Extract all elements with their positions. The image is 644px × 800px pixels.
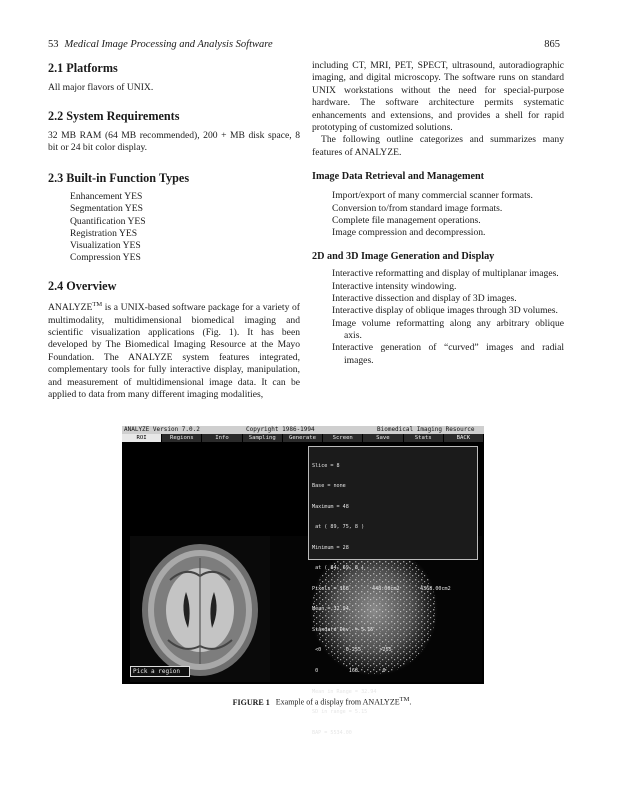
- menu-item-stats[interactable]: Stats: [404, 434, 444, 442]
- figure-caption: FIGURE 1 Example of a display from ANALYZE™.: [232, 696, 412, 707]
- stats-line: Base = none: [312, 483, 346, 490]
- menu-item-generate[interactable]: Generate: [283, 434, 323, 442]
- list-item: Image volume reformatting along any arbitrary oblique axis.: [332, 317, 564, 341]
- section-requirements: [48, 108, 300, 155]
- titlebar-app-version: ANALYZE Version 7.0.2: [124, 426, 200, 433]
- section-platforms: [48, 60, 300, 94]
- stats-area-2: 4368.00cm2: [420, 585, 451, 592]
- requirements-heading: 2.2 System Requirements: [48, 109, 180, 123]
- header-chapter: Medical Image Processing and Analysis Software: [64, 39, 273, 50]
- function-types-list: [70, 191, 300, 265]
- right-column: [312, 60, 564, 367]
- list-item: Conversion to/from standard image formats.: [332, 202, 503, 214]
- platforms-heading: 2.1 Platforms: [48, 61, 118, 75]
- figure-menu-bar: [122, 434, 484, 442]
- platforms-text: All major flavors of UNIX.: [48, 82, 154, 93]
- overview-text: [48, 299, 300, 401]
- generation-list: [332, 268, 564, 366]
- header-left: [48, 39, 273, 50]
- retrieval-list: [332, 190, 564, 239]
- stats-line: <0 0-255 >255: [312, 647, 392, 654]
- stats-line: at ( 89, 75, 8 ): [312, 524, 365, 531]
- list-item: Segmentation YES: [70, 203, 143, 215]
- figure-titlebar: [122, 426, 484, 434]
- stats-area-1: 448.00cm2: [372, 585, 400, 592]
- overview-name: ANALYZE: [48, 302, 93, 314]
- mri-brain-graphic: [130, 536, 270, 682]
- overview-heading: 2.4 Overview: [48, 279, 117, 293]
- paragraph: The following outline categorizes and summarizes many features of ANALYZE.: [312, 134, 564, 158]
- paragraph: including CT, MRI, PET, SPECT, ultrasound, autoradiographic imaging, and digital microscopy. The software runs on standard UNIX workstations without the need for special-purpose hardware. The software architecture permits systematic enhancements and extensions, and provides a shell for rapid prototyping of customized solutions.: [312, 60, 564, 134]
- menu-item-sampling[interactable]: Sampling: [243, 434, 283, 442]
- menu-item-screen[interactable]: Screen: [323, 434, 363, 442]
- stats-line: at ( 84, 69, 8 ): [312, 565, 365, 572]
- list-item: Image compression and decompression.: [332, 227, 486, 239]
- menu-item-roi[interactable]: ROI: [122, 434, 162, 442]
- overview-body: is a UNIX-based software package for a variety of multimodality, multidimensional biomedical imaging and scientific visualization applications (Fig. 1). It has been developed by The Biomedical Imaging Resource at the Mayo Foundation. The ANALYZE system features integrated, complementary tools for fully interactive display, manipulation, and measurement of multidimensional image data. It can be applied to data from many different imaging modalities,: [48, 302, 300, 401]
- list-item: Complete file management operations.: [332, 214, 481, 226]
- titlebar-copyright: Copyright 1986-1994: [246, 426, 315, 433]
- stats-line: Mean in Range = 32.94: [312, 688, 377, 695]
- menu-item-regions[interactable]: Regions: [162, 434, 202, 442]
- list-item: Interactive display of oblique images through 3D volumes.: [332, 305, 558, 317]
- function-types-heading: 2.3 Built-in Function Types: [48, 171, 190, 185]
- list-item: Import/export of many commercial scanner formats.: [332, 190, 533, 202]
- menu-item-save[interactable]: Save: [363, 434, 403, 442]
- section-overview: [48, 278, 300, 401]
- requirements-text: 32 MB RAM (64 MB recommended), 200 + MB disk space, 8 bit or 24 bit color display.: [48, 130, 300, 154]
- list-item: Interactive reformatting and display of multiplanar images.: [332, 268, 559, 280]
- stats-line: BAP = 5534.00: [312, 729, 352, 736]
- stats-line: Standard Dev. = 5.15: [312, 626, 374, 633]
- list-item: Interactive intensity windowing.: [332, 280, 457, 292]
- caption-trademark: TM: [399, 696, 410, 703]
- list-item: Quantification YES: [70, 215, 146, 227]
- retrieval-heading: Image Data Retrieval and Management: [312, 171, 485, 183]
- stats-line: Minimum = 28: [312, 544, 349, 551]
- page-header: [48, 39, 560, 53]
- list-item: Interactive dissection and display of 3D images.: [332, 293, 517, 305]
- list-item: Registration YES: [70, 227, 138, 239]
- menu-item-info[interactable]: Info: [202, 434, 242, 442]
- generation-heading: 2D and 3D Image Generation and Display: [312, 251, 495, 263]
- stats-line: SD in range = 5.15: [312, 709, 368, 716]
- caption-text: Example of a display from ANALYZE: [275, 697, 400, 707]
- header-page-number: 865: [544, 39, 560, 50]
- section-function-types: [48, 170, 300, 265]
- stats-line: 0 168 0: [312, 668, 386, 674]
- list-item: Visualization YES: [70, 240, 141, 252]
- header-page-prefix: 53: [48, 39, 59, 50]
- mri-brain-image[interactable]: [130, 536, 270, 682]
- list-item: Compression YES: [70, 252, 141, 264]
- trademark: TM: [92, 301, 103, 308]
- stats-line: Mean = 32.94: [312, 606, 349, 613]
- menu-item-back[interactable]: BACK: [444, 434, 484, 442]
- titlebar-organization: Biomedical Imaging Resource: [377, 426, 475, 433]
- list-item: Interactive generation of “curved” images and radial images.: [332, 342, 564, 366]
- list-item: Enhancement YES: [70, 191, 143, 202]
- stats-pixels: Pixels = 168: [312, 585, 349, 592]
- stats-line: Slice = 8: [312, 462, 340, 469]
- stats-line: Maximum = 48: [312, 503, 349, 510]
- pick-region-prompt: Pick a region: [130, 666, 190, 677]
- caption-label: FIGURE 1: [232, 697, 270, 707]
- stats-line: [312, 586, 474, 593]
